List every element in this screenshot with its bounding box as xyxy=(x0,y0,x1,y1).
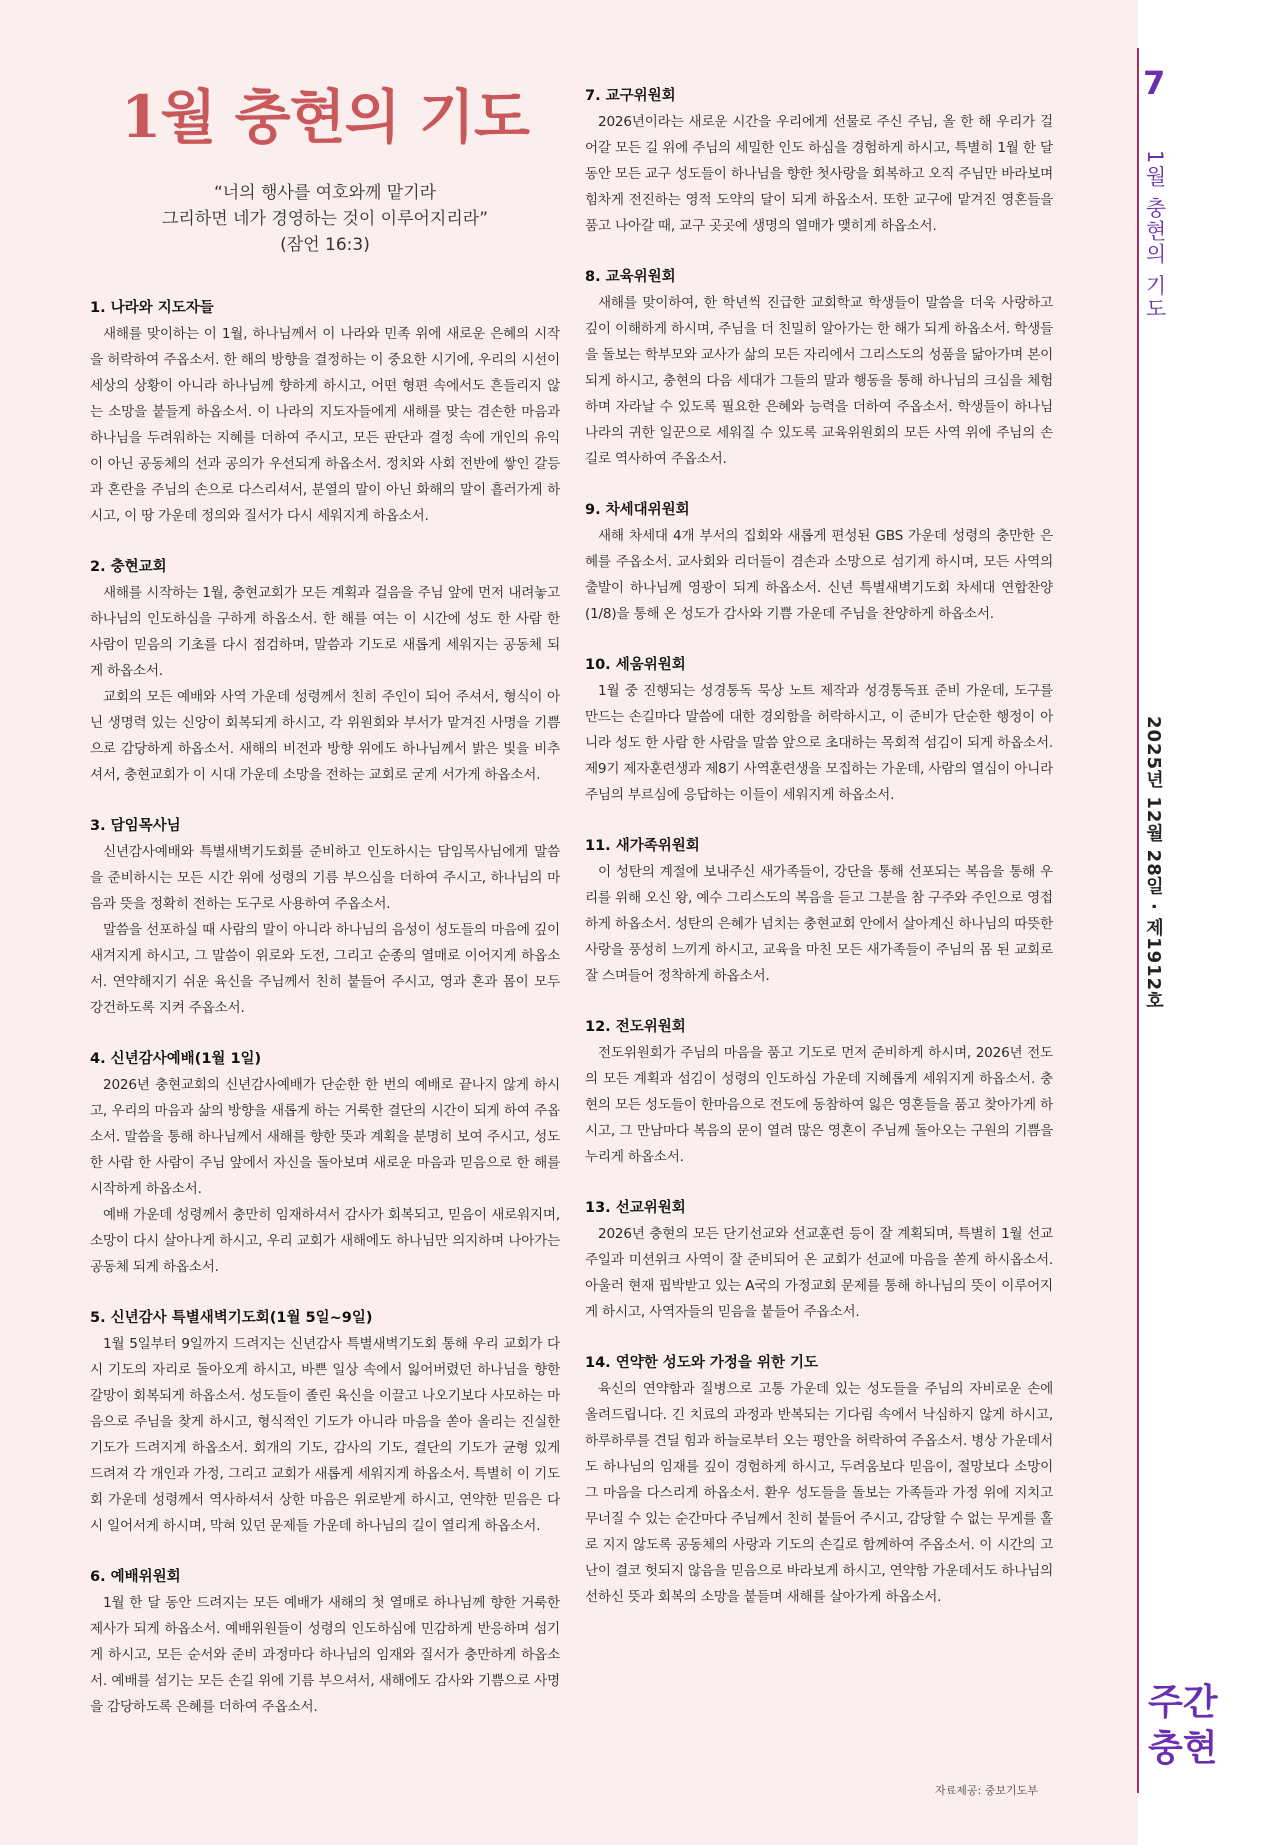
prayer-section-14 xyxy=(585,1351,1053,1610)
section-heading: 8. 교육위원회 xyxy=(585,269,676,285)
sidebar-divider xyxy=(1137,48,1139,1793)
brand-line-1: 주간 xyxy=(1148,1682,1218,1723)
section-paragraph: 2026년 충현교회의 신년감사예배가 단순한 한 번의 예배로 끝나지 않게 하시고, 우리의 마음과 삶의 방향을 새롭게 하는 거룩한 결단의 시간이 되게 하여 주옵소서. 말씀을 통해 하나님께서 새해를 향한 뜻과 계획을 분명히 보여 주시고, 성도 한 사람 한 사람이 주님 앞에서 자신을 돌아보며 새로운 마음과 믿음으로 한 해를 시작하게 하옵소서. xyxy=(90,1077,560,1197)
prayer-section-10 xyxy=(585,653,1053,808)
source-credit: 자료제공: 중보기도부 xyxy=(935,1784,1038,1797)
section-paragraph: 2026년 충현의 모든 단기선교와 선교훈련 등이 잘 계획되며, 특별히 1월 선교주일과 미션위크 사역이 잘 준비되어 온 교회가 선교에 마음을 쏟게 하시옵소서. 아울러 현재 핍박받고 있는 A국의 가정교회 문제를 통해 하나님의 뜻이 이루어지게 하시고, 사역자들의 믿음을 붙들어 주옵소서. xyxy=(585,1226,1053,1320)
section-heading: 11. 새가족위원회 xyxy=(585,838,700,854)
section-paragraph: 교회의 모든 예배와 사역 가운데 성령께서 친히 주인이 되어 주셔서, 형식이 아닌 생명력 있는 신앙이 회복되게 하시고, 각 위원회와 부서가 맡겨진 사명을 기쁨으로 감당하게 하옵소서. 새해의 비전과 방향 위에도 하나님께서 밝은 빛을 비추셔서, 충현교회가 이 시대 가운데 소망을 전하는 교회로 굳게 서가게 하옵소서. xyxy=(90,689,560,783)
section-paragraph: 1월 5일부터 9일까지 드려지는 신년감사 특별새벽기도회 통해 우리 교회가 다시 기도의 자리로 돌아오게 하시고, 바쁜 일상 속에서 잃어버렸던 하나님을 향한 갈망이 회복되게 하옵소서. 성도들이 졸린 육신을 이끌고 나오기보다 사모하는 마음으로 주님을 찾게 하시고, 형식적인 기도가 아니라 마음을 쏟아 올리는 진실한 기도가 드려지게 하옵소서. 회개의 기도, 감사의 기도, 결단의 기도가 균형 있게 드려져 각 개인과 가정, 그리고 교회가 새롭게 세워지게 하옵소서. 특별히 이 기도회 가운데 성령께서 역사하셔서 상한 마음은 위로받게 하시고, 연약한 믿음은 다시 일어서게 하시며, 막혀 있던 문제들 가운데 하나님의 길이 열리게 하옵소서. xyxy=(90,1336,560,1534)
verse-line-2: 그리하면 네가 경영하는 것이 이루어지리라” xyxy=(161,209,489,229)
section-paragraph: 1월 중 진행되는 성경통독 묵상 노트 제작과 성경통독표 준비 가운데, 도구를 만드는 손길마다 말씀에 대한 경외함을 허락하시고, 이 준비가 단순한 행정이 아니라 성도 한 사람 한 사람을 말씀 앞으로 초대하는 목회적 섬김이 되게 하옵소서. 제9기 제자훈련생과 제8기 사역훈련생을 모집하는 가운데, 사람의 열심이 아니라 주님의 부르심에 응답하는 이들이 세워지게 하옵소서. xyxy=(585,683,1053,803)
vertical-issue-date: 2025년 12월 28일 · 제1912호 xyxy=(1143,716,1164,1011)
section-paragraph: 2026년이라는 새로운 시간을 우리에게 선물로 주신 주님, 올 한 해 우리가 걸어갈 모든 길 위에 주님의 세밀한 인도 하심을 경험하게 하시고, 특별히 1월 한 달 동안 모든 교구 성도들이 하나님을 향한 첫사랑을 회복하고 오직 주님만 바라보며 힘차게 전진하는 영적 도약의 달이 되게 하옵소서. 또한 교구에 맡겨진 영혼들을 품고 나아갈 때, 교구 곳곳에 생명의 열매가 맺히게 하옵소서. xyxy=(585,114,1053,234)
prayer-section-11 xyxy=(585,834,1053,989)
verse-reference: (잠언 16:3) xyxy=(280,235,370,255)
section-heading: 9. 차세대위원회 xyxy=(585,502,690,518)
prayer-section-12 xyxy=(585,1015,1053,1170)
brand-line-2: 충현 xyxy=(1148,1728,1218,1769)
section-heading: 6. 예배위원회 xyxy=(90,1569,181,1585)
prayer-section-9 xyxy=(585,498,1053,627)
section-heading: 5. 신년감사 특별새벽기도회(1월 5일~9일) xyxy=(90,1310,373,1326)
prayer-section-2 xyxy=(90,555,560,788)
scripture-verse xyxy=(90,180,560,258)
section-heading: 13. 선교위원회 xyxy=(585,1200,686,1216)
vertical-section-title: 1월 충현의 기도 xyxy=(1143,150,1167,321)
prayer-section-4 xyxy=(90,1047,560,1280)
prayer-section-6 xyxy=(90,1565,560,1720)
prayer-section-8 xyxy=(585,265,1053,472)
section-paragraph: 전도위원회가 주님의 마음을 품고 기도로 먼저 준비하게 하시며, 2026년 전도의 모든 계획과 섬김이 성령의 인도하심 가운데 지혜롭게 세워지게 하옵소서. 충현의 모든 성도들이 한마음으로 전도에 동참하여 잃은 영혼들을 품고 찾아가게 하시고, 그 만남마다 복음의 문이 열려 많은 영혼이 주님께 돌아오는 구원의 기쁨을 누리게 하옵소서. xyxy=(585,1045,1053,1165)
section-heading: 14. 연약한 성도와 가정을 위한 기도 xyxy=(585,1355,819,1371)
section-paragraph: 새해를 시작하는 1월, 충현교회가 모든 계획과 걸음을 주님 앞에 먼저 내려놓고 하나님의 인도하심을 구하게 하옵소서. 한 해를 여는 이 시간에 성도 한 사람 한 사람이 믿음의 기초를 다시 점검하며, 말씀과 기도로 새롭게 세워지는 공동체 되게 하옵소서. xyxy=(90,585,560,679)
section-paragraph: 신년감사예배와 특별새벽기도회를 준비하고 인도하시는 담임목사님에게 말씀을 준비하시는 모든 시간 위에 성령의 기름 부으심을 더하여 주시고, 하나님의 마음과 뜻을 정확히 전하는 도구로 사용하여 주옵소서. xyxy=(90,844,560,912)
prayer-section-1 xyxy=(90,296,560,529)
right-column xyxy=(585,84,1053,1636)
section-heading: 12. 전도위원회 xyxy=(585,1019,686,1035)
section-paragraph: 1월 한 달 동안 드려지는 모든 예배가 새해의 첫 열매로 하나님께 향한 거룩한 제사가 되게 하옵소서. 예배위원들이 성령의 인도하심에 민감하게 반응하며 섬기게 하시고, 모든 순서와 준비 과정마다 하나님의 임재와 질서가 충만하게 하옵소서. 예배를 섬기는 모든 손길 위에 기름 부으셔서, 새해에도 감사와 기쁨으로 사명을 감당하도록 은혜를 더하여 주옵소서. xyxy=(90,1595,560,1715)
left-column xyxy=(90,60,560,1746)
page-title: 1월 충현의 기도 xyxy=(121,83,529,151)
section-paragraph: 새해를 맞이하여, 한 학년씩 진급한 교회학교 학생들이 말씀을 더욱 사랑하고 깊이 이해하게 하시며, 주님을 더 친밀히 알아가는 한 해가 되게 하옵소서. 학생들을 돌보는 학부모와 교사가 삶의 모든 자리에서 그리스도의 성품을 닮아가며 본이 되게 하시고, 충현의 다음 세대가 그들의 말과 행동을 통해 하나님의 크심을 체험하며 자라날 수 있도록 필요한 은혜와 능력을 더하여 주옵소서. 학생들이 하나님 나라의 귀한 일꾼으로 세워질 수 있도록 교육위원회의 모든 사역 위에 주님의 손길로 역사하여 주옵소서. xyxy=(585,295,1053,467)
verse-line-1: “너의 행사를 여호와께 맡기라 xyxy=(213,183,437,203)
section-heading: 4. 신년감사예배(1월 1일) xyxy=(90,1051,262,1067)
prayer-section-7 xyxy=(585,84,1053,239)
section-heading: 1. 나라와 지도자들 xyxy=(90,300,214,316)
prayer-section-5 xyxy=(90,1306,560,1539)
section-paragraph: 육신의 연약함과 질병으로 고통 가운데 있는 성도들을 주님의 자비로운 손에 올려드립니다. 긴 치료의 과정과 반복되는 기다림 속에서 낙심하지 않게 하시고, 하루하루를 견딜 힘과 하늘로부터 오는 평안을 허락하여 주옵소서. 병상 가운데서도 하나님의 임재를 깊이 경험하게 하시고, 두려움보다 믿음이, 절망보다 소망이 그 마음을 다스리게 하옵소서. 환우 성도들을 돌보는 가족들과 가정 위에 지치고 무너질 수 있는 순간마다 주님께서 친히 붙들어 주시고, 감당할 수 없는 무게를 홀로 지지 않도록 공동체의 사랑과 기도의 손길로 함께하여 주옵소서. 이 시간의 고난이 결코 헛되지 않음을 믿음으로 바라보게 하시고, 연약함 가운데서도 하나님의 선하신 뜻과 회복의 소망을 붙들며 새해를 살아가게 하옵소서. xyxy=(585,1381,1053,1605)
page-number: 7 xyxy=(1143,64,1166,102)
publication-brand xyxy=(1148,1680,1218,1772)
section-heading: 2. 충현교회 xyxy=(90,559,167,575)
section-heading: 10. 세움위원회 xyxy=(585,657,686,673)
section-paragraph: 새해 차세대 4개 부서의 집회와 새롭게 편성된 GBS 가운데 성령의 충만한 은혜를 주옵소서. 교사회와 리더들이 겸손과 소망으로 섬기게 하시며, 모든 사역의 출발이 하나님께 영광이 되게 하옵소서. 신년 특별새벽기도회 차세대 연합찬양(1/8)을 통해 온 성도가 감사와 기쁨 가운데 주님을 찬양하게 하옵소서. xyxy=(585,528,1053,622)
section-paragraph: 이 성탄의 계절에 보내주신 새가족들이, 강단을 통해 선포되는 복음을 통해 우리를 위해 오신 왕, 예수 그리스도의 복음을 듣고 그분을 참 구주와 주인으로 영접하게 하옵소서. 성탄의 은혜가 넘치는 충현교회 안에서 살아계신 하나님의 따뜻한 사랑을 풍성히 느끼게 하시고, 교육을 마친 모든 새가족들이 주님의 몸 된 교회로 잘 스며들어 정착하게 하옵소서. xyxy=(585,864,1053,984)
section-paragraph: 새해를 맞이하는 이 1월, 하나님께서 이 나라와 민족 위에 새로운 은혜의 시작을 허락하여 주옵소서. 한 해의 방향을 결정하는 이 중요한 시기에, 우리의 시선이 세상의 상황이 아니라 하나님께 향하게 하시고, 어떤 형편 속에서도 흔들리지 않는 소망을 붙들게 하옵소서. 이 나라의 지도자들에게 새해를 맞는 겸손한 마음과 하나님을 두려워하는 지혜를 더하여 주시고, 모든 판단과 결정 속에 개인의 유익이 아닌 공동체의 선과 공의가 우선되게 하옵소서. 정치와 사회 전반에 쌓인 갈등과 혼란을 주님의 손으로 다스리셔서, 분열의 말이 아닌 화해의 말이 흘러가게 하시고, 이 땅 가운데 정의와 질서가 다시 세워지게 하옵소서. xyxy=(90,326,560,524)
prayer-section-3 xyxy=(90,814,560,1021)
section-heading: 7. 교구위원회 xyxy=(585,88,676,104)
prayer-section-13 xyxy=(585,1196,1053,1325)
section-heading: 3. 담임목사님 xyxy=(90,818,181,834)
section-paragraph: 말씀을 선포하실 때 사람의 말이 아니라 하나님의 음성이 성도들의 마음에 깊이 새겨지게 하시고, 그 말씀이 위로와 도전, 그리고 순종의 열매로 이어지게 하옵소서. 연약해지기 쉬운 육신을 주님께서 친히 붙들어 주시고, 영과 혼과 몸이 모두 강건하도록 지켜 주옵소서. xyxy=(90,922,560,1016)
section-paragraph: 예배 가운데 성령께서 충만히 임재하셔서 감사가 회복되고, 믿음이 새로워지며, 소망이 다시 살아나게 하시고, 우리 교회가 새해에도 하나님만 의지하며 나아가는 공동체 되게 하옵소서. xyxy=(90,1207,560,1275)
